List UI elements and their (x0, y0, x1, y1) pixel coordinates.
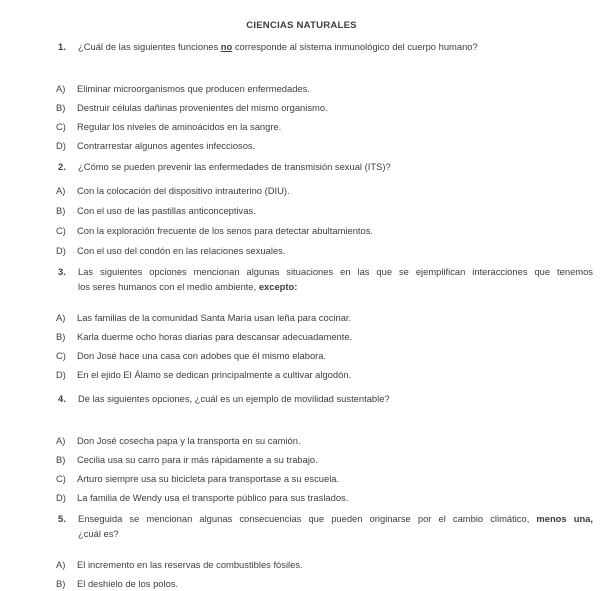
option-3B (56, 330, 593, 345)
option-letter: D) (56, 140, 66, 151)
option-2A (56, 184, 593, 199)
question-5-number: 5. (58, 513, 66, 524)
option-text: Cecilia usa su carro para ir más rápidamente a su trabajo. (77, 454, 318, 465)
option-text: La familia de Wendy usa el transporte público para sus traslados. (77, 492, 349, 503)
option-text: Las familias de la comunidad Santa María usan leña para cocinar. (77, 312, 352, 323)
question-2 (58, 160, 593, 175)
option-4D (56, 491, 593, 506)
option-2D (56, 244, 593, 259)
option-letter: C) (56, 121, 66, 132)
option-letter: D) (56, 369, 66, 380)
option-4A (56, 434, 593, 449)
option-letter: A) (56, 312, 66, 323)
question-1 (58, 40, 593, 55)
question-emphasis: menos una, (536, 513, 593, 524)
option-text: En el ejido El Álamo se dedican principalmente a cultivar algodón. (77, 369, 352, 380)
question-text-segment: ¿Cómo se pueden prevenir las enfermedades de transmisión sexual (ITS)? (78, 161, 391, 172)
question-text-segment: corresponde al sistema inmunológico del cuerpo humano? (232, 41, 478, 52)
option-letter: A) (56, 83, 66, 94)
option-letter: B) (56, 205, 66, 216)
question-text-segment: los seres humanos con el medio ambiente, (78, 280, 259, 292)
question-3-text-line1 (78, 265, 593, 280)
option-letter: C) (56, 225, 66, 236)
option-letter: B) (56, 578, 66, 589)
option-4B (56, 453, 593, 468)
option-5A (56, 558, 593, 573)
option-letter: A) (56, 559, 66, 570)
option-text: Regular los niveles de aminoácidos en la sangre. (77, 121, 282, 132)
question-emphasis: no (220, 41, 233, 52)
option-text: Don José cosecha papa y la transporta en su camión. (77, 435, 301, 446)
option-text: Contrarrestar algunos agentes infecciosos. (77, 140, 256, 151)
option-letter: B) (56, 102, 66, 113)
option-text: El incremento en las reservas de combustibles fósiles. (77, 559, 303, 570)
option-2B (56, 204, 593, 219)
option-letter: A) (56, 185, 66, 196)
question-5-text-line2 (78, 527, 593, 542)
option-3A (56, 311, 593, 326)
option-2C (56, 224, 593, 239)
option-letter: C) (56, 473, 66, 484)
option-text: Con la exploración frecuente de los senos para detectar abultamientos. (77, 225, 374, 236)
option-text: Karla duerme ocho horas diarias para descansar adecuadamente. (77, 331, 353, 342)
option-letter: A) (56, 435, 66, 446)
option-4C (56, 472, 593, 487)
option-letter: D) (56, 245, 66, 256)
question-3-number: 3. (58, 266, 66, 277)
option-3C (56, 349, 593, 364)
option-5B (56, 577, 593, 591)
question-4 (58, 392, 593, 407)
question-2-text (78, 160, 593, 175)
question-1-text (78, 40, 593, 55)
question-text-segment: Enseguida se mencionan algunas consecuencias que pueden originarse por el cambio climático, (78, 513, 537, 524)
option-1B (56, 101, 593, 116)
page-title: CIENCIAS NATURALES (246, 20, 357, 31)
question-1-number: 1. (58, 41, 66, 52)
question-5 (58, 512, 593, 541)
question-5-text-line1 (78, 512, 593, 527)
option-letter: D) (56, 492, 66, 503)
option-letter: B) (56, 331, 66, 342)
option-text: Destruir células dañinas provenientes del mismo organismo. (77, 102, 328, 113)
option-text: Con el uso del condón en las relaciones sexuales. (77, 245, 286, 256)
option-letter: C) (56, 350, 66, 361)
option-1A (56, 82, 593, 97)
option-text: Arturo siempre usa su bicicleta para transportase a su escuela. (77, 473, 340, 484)
question-2-number: 2. (58, 161, 66, 172)
question-text-segment: Las siguientes opciones mencionan algunas situaciones en las que se ejemplifican interacciones que tenemos (78, 266, 593, 277)
option-1C (56, 120, 593, 135)
question-emphasis: excepto: (258, 280, 298, 292)
question-3-text-line2 (78, 280, 593, 295)
question-text-segment: ¿cuál es? (78, 527, 119, 539)
option-text: Don José hace una casa con adobes que él mismo elabora. (77, 350, 327, 361)
question-text-segment: ¿Cuál de las siguientes funciones (78, 41, 221, 52)
option-text: El deshielo de los polos. (77, 578, 179, 589)
question-4-number: 4. (58, 393, 66, 404)
option-text: Con la colocación del dispositivo intrauterino (DIU). (77, 185, 290, 196)
option-text: Eliminar microorganismos que producen enfermedades. (77, 83, 310, 94)
option-letter: B) (56, 454, 66, 465)
option-1D (56, 139, 593, 154)
question-3 (58, 265, 593, 294)
question-text-segment: De las siguientes opciones, ¿cuál es un ejemplo de movilidad sustentable? (78, 393, 390, 404)
option-3D (56, 368, 593, 383)
option-text: Con el uso de las pastillas anticonceptivas. (77, 205, 256, 216)
question-4-text (78, 392, 593, 407)
